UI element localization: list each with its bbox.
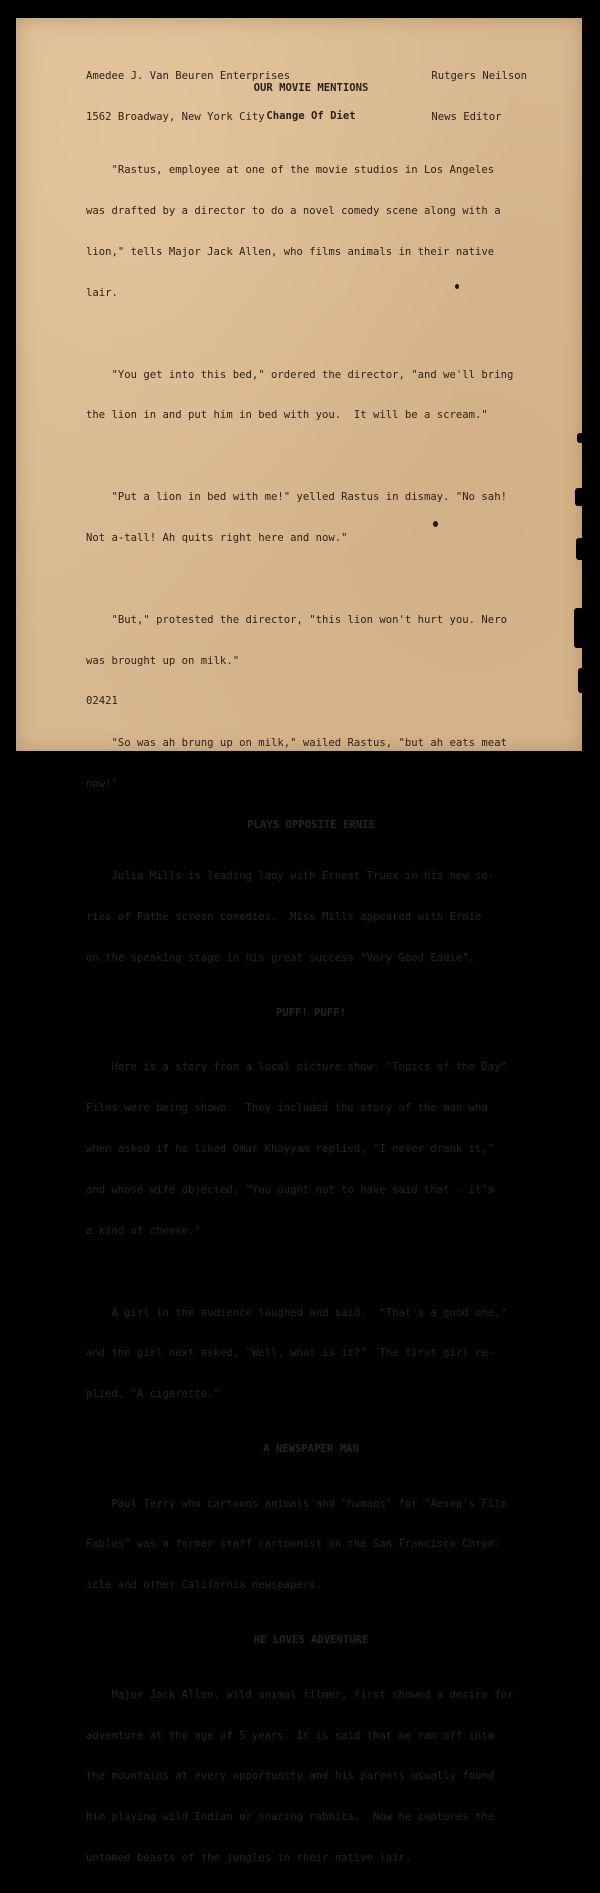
paper-tear <box>576 538 584 560</box>
paragraph: Here is a story from a local picture show: "Topics of the Day" Films were being shown. They included the story of the man who when asked if he liked Omar Khayyam replied, "I never drank it," and whose wife objected: "You ought not to have said that - it's a kind of cheese." <box>86 1061 507 1237</box>
section-heading: Change Of Diet <box>266 109 356 122</box>
document-body <box>86 82 536 1893</box>
paragraph: "So was ah brung up on milk," wailed Rastus, "but ah eats meat now!" <box>86 736 507 790</box>
paragraph: "Put a lion in bed with me!" yelled Rastus in dismay. "No sah! Not a-tall! Ah quits right here and now." <box>86 491 507 545</box>
paper-tear <box>574 608 584 648</box>
sender-company: Amedee J. Van Beuren Enterprises <box>86 70 291 83</box>
paragraph: Julia Mills is leading lady with Ernest Truex in his new se- ries of Pathe screen comedies. Miss Mills appeared with Ernie on the speaking stage in his great success "Very Good Eddie". <box>86 870 495 964</box>
editor-title: News Editor <box>431 110 502 123</box>
section-heading: HE LOVES ADVENTURE <box>253 1633 369 1646</box>
paragraph: Major Jack Allen, wild animal filmer, first showed a desire for adventure at the age of 5 years. It is said that he ran off into the mountains at every opportunity and his parents usually found him playing wild Indian or snaring rabbits. Now he captures the untamed beasts of the jungles in their native lair. <box>86 1688 514 1864</box>
sender-address: 1562 Broadway, New York City <box>86 110 265 123</box>
document-page <box>16 18 582 1864</box>
paper-tear <box>578 668 584 693</box>
editor-name: Rutgers Neilson <box>431 70 527 83</box>
section-heading: PUFF! PUFF! <box>275 1006 347 1019</box>
page-title: OUR MOVIE MENTIONS <box>253 82 369 94</box>
paragraph: A girl in the audience laughed and said. "That's a good one," and the girl next asked, "Well, what is it?" The first girl re- plied, "A cigarette." <box>86 1306 507 1401</box>
document-code: 02421 <box>86 695 118 707</box>
section-heading: PLAYS OPPOSITE ERNIE <box>247 818 375 831</box>
paragraph: "Rastus, employee at one of the movie studios in Los Angeles was drafted by a director to do a novel comedy scene along with a lion," tells Major Jack Allen, who films animals in their native lair. <box>86 164 501 299</box>
paragraph: "You get into this bed," ordered the director, "and we'll bring the lion in and put him in bed with you. It will be a scream." <box>86 368 514 422</box>
paragraph: Paul Terry who cartoons animals and "humans" for "Aesop's Film Fables" was a former staff cartoonist on the San Francisco Chron- icle and other California newspapers. <box>86 1497 507 1592</box>
section-heading: A NEWSPAPER MAN <box>263 1442 359 1455</box>
paper-tear <box>575 488 584 506</box>
paper-tear <box>577 433 584 443</box>
paragraph: "But," protested the director, "this lion won't hurt you. Nero was brought up on milk." <box>86 614 507 667</box>
